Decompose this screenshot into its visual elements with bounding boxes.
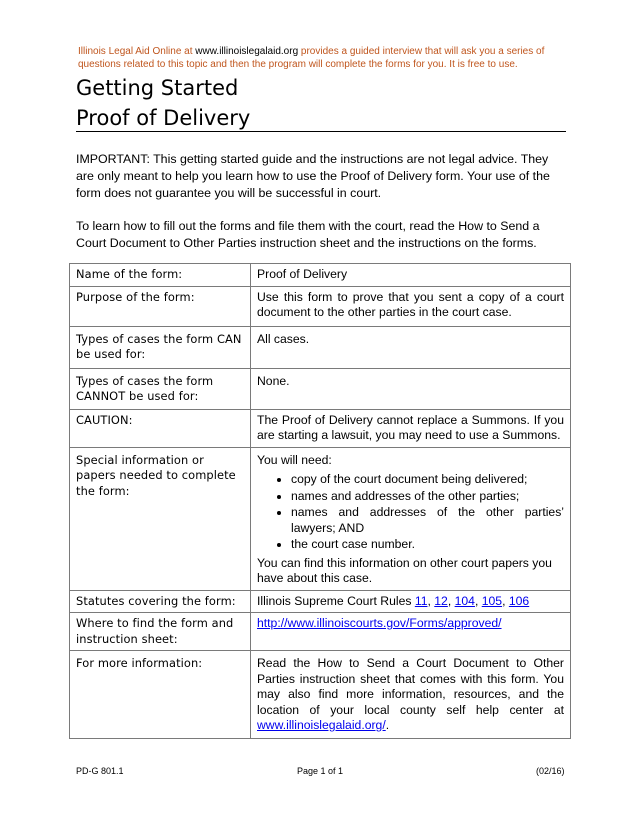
rule-105-link[interactable]: 105 [481, 593, 503, 608]
row-label-purpose: Purpose of the form: [70, 286, 251, 326]
table-row [70, 590, 571, 613]
more-info-text: Read the How to Send a Court Document to Other Parties instruction sheet that comes with this form. You may also find more information, resources, and the location of your local county self help center at [257, 656, 564, 717]
table-row [70, 613, 571, 651]
row-label-caution: CAUTION: [70, 409, 251, 447]
special-outro: You can find this information on other court papers you have about this case. [257, 555, 552, 585]
table-row [70, 286, 571, 326]
row-value-can: All cases. [251, 326, 571, 368]
important-notice: IMPORTANT: This getting started guide and the instructions are not legal advice. They are only meant to help you learn how to use the Proof of Delivery form. Your use of the form does not guarantee you will be successful in court. [76, 152, 550, 200]
table-row [70, 651, 571, 739]
rule-separator: , [502, 593, 509, 608]
rule-104-link[interactable]: 104 [454, 593, 475, 608]
row-label-name: Name of the form: [70, 264, 251, 287]
row-value-more [251, 651, 571, 739]
row-value-where [251, 613, 571, 651]
table-row [70, 409, 571, 447]
more-info-end: . [385, 718, 390, 732]
row-label-cannot: Types of cases the form CANNOT be used for: [70, 368, 251, 409]
rule-separator: , [474, 593, 482, 608]
instructions-paragraph: To learn how to fill out the forms and file them with the court, read the How to Send a Court Document to Other Parties instruction sheet and the instructions on the forms. [76, 219, 540, 250]
row-value-cannot: None. [251, 368, 571, 409]
illinois-legal-aid-banner [78, 45, 578, 71]
list-item: • names and addresses of the other parties; [291, 489, 564, 505]
row-value-purpose: Use this form to prove that you sent a copy of a court document to the other parties in the court case. [251, 286, 571, 326]
rule-separator: , [447, 593, 455, 608]
rule-106-link[interactable]: 106 [508, 593, 530, 608]
rule-separator: , [427, 593, 435, 608]
banner-text-start: Illinois Legal Aid Online at [78, 46, 196, 57]
row-value-caution: The Proof of Delivery cannot replace a Summons. If you are starting a lawsuit, you may need to use a Summons. [251, 409, 571, 447]
page-title-form-name: Proof of Delivery [76, 105, 566, 132]
row-label-special: Special information or papers needed to complete the form: [70, 447, 251, 590]
banner-text-end: provides a guided interview that will ask you a series of questions related to this topic and then the program will complete the forms for you. It is free to use. [78, 46, 545, 70]
rule-11-link[interactable]: 11 [414, 593, 428, 608]
footer-form-code: PD-G 801.1 [76, 766, 124, 776]
footer-date: (02/16) [536, 766, 565, 776]
table-row [70, 368, 571, 409]
row-label-can: Types of cases the form CAN be used for: [70, 326, 251, 368]
table-row [70, 447, 571, 590]
rule-12-link[interactable]: 12 [434, 593, 448, 608]
list-item: • names and addresses of the other parties’ lawyers; AND [291, 505, 564, 536]
forms-approved-link[interactable]: http://www.illinoiscourts.gov/Forms/approved/ [257, 616, 502, 630]
list-item: • the court case number. [291, 537, 564, 553]
table-row [70, 264, 571, 287]
row-label-where: Where to find the form and instruction sheet: [70, 613, 251, 651]
form-info-table [69, 263, 571, 739]
row-value-special [251, 447, 571, 590]
row-value-statutes [251, 590, 571, 613]
table-row [70, 326, 571, 368]
statutes-prefix: Illinois Supreme Court Rules [257, 593, 415, 608]
banner-site-link[interactable]: www.illinoislegalaid.org [195, 46, 299, 57]
list-item: • copy of the court document being delivered; [291, 472, 564, 488]
row-value-name: Proof of Delivery [251, 264, 571, 287]
row-label-more: For more information: [70, 651, 251, 739]
page-title-getting-started: Getting Started [76, 76, 239, 100]
row-label-statutes: Statutes covering the form: [70, 590, 251, 613]
required-items-list [257, 472, 564, 553]
illinois-legal-aid-link[interactable]: www.illinoislegalaid.org/ [257, 718, 386, 732]
footer-page-number: Page 1 of 1 [297, 766, 344, 776]
special-intro: You will need: [257, 452, 332, 467]
